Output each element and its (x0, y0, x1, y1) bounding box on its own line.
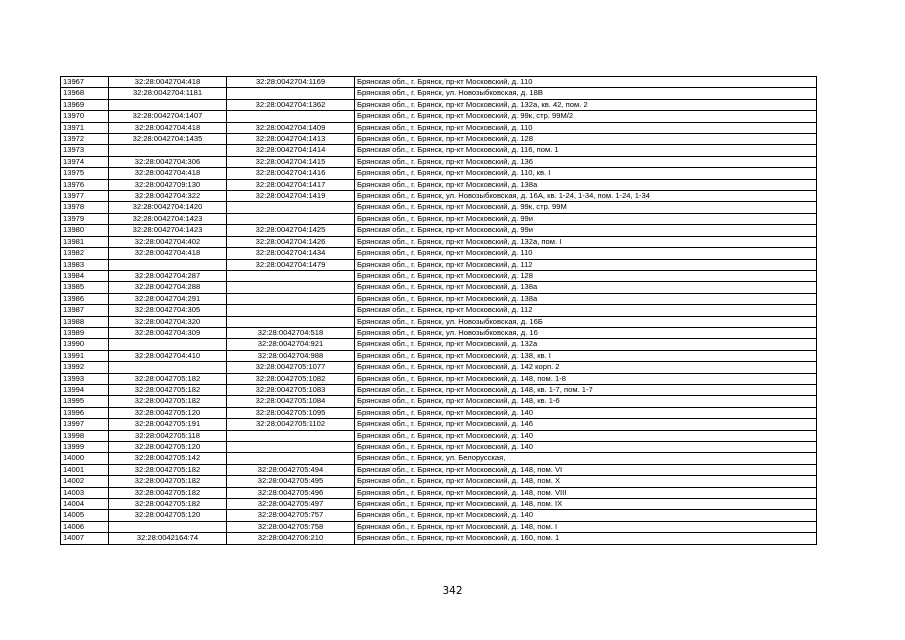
table-row (61, 99, 817, 110)
land-cadastral-number-cell: 32:28:0042705:120 (109, 407, 227, 418)
row-number-cell: 13971 (61, 122, 109, 133)
object-cadastral-number-cell: 32:28:0042704:1413 (227, 134, 355, 145)
object-cadastral-number-cell: 32:28:0042705:758 (227, 521, 355, 532)
row-number-cell: 13977 (61, 191, 109, 202)
address-cell: Брянская обл., г. Брянск, пр-кт Московский, д. 148, пом. X (355, 476, 817, 487)
object-cadastral-number-cell (227, 293, 355, 304)
address-cell: Брянская обл., г. Брянск, пр-кт Московский, д. 146 (355, 419, 817, 430)
row-number-cell: 14007 (61, 533, 109, 544)
land-cadastral-number-cell (109, 145, 227, 156)
table-row (61, 499, 817, 510)
row-number-cell: 13987 (61, 305, 109, 316)
row-number-cell: 13974 (61, 156, 109, 167)
row-number-cell: 13983 (61, 259, 109, 270)
object-cadastral-number-cell: 32:28:0042704:1417 (227, 179, 355, 190)
land-cadastral-number-cell: 32:28:0042705:142 (109, 453, 227, 464)
land-cadastral-number-cell: 32:28:0042705:182 (109, 396, 227, 407)
address-cell: Брянская обл., г. Брянск, пр-кт Московский, д. 110 (355, 248, 817, 259)
row-number-cell: 13985 (61, 282, 109, 293)
address-cell: Брянская обл., г. Брянск, пр-кт Московский, д. 138а (355, 282, 817, 293)
land-cadastral-number-cell: 32:28:0042704:287 (109, 270, 227, 281)
land-cadastral-number-cell: 32:28:0042704:291 (109, 293, 227, 304)
row-number-cell: 14001 (61, 464, 109, 475)
table-row (61, 213, 817, 224)
table-row (61, 225, 817, 236)
object-cadastral-number-cell: 32:28:0042705:495 (227, 476, 355, 487)
table-row (61, 384, 817, 395)
address-cell: Брянская обл., г. Брянск, пр-кт Московский, д. 99и (355, 213, 817, 224)
address-cell: Брянская обл., г. Брянск, пр-кт Московский, д. 148, кв. 1-6 (355, 396, 817, 407)
table-row (61, 156, 817, 167)
row-number-cell: 13969 (61, 99, 109, 110)
land-cadastral-number-cell: 32:28:0042704:309 (109, 327, 227, 338)
table-row (61, 111, 817, 122)
row-number-cell: 13998 (61, 430, 109, 441)
object-cadastral-number-cell: 32:28:0042705:1095 (227, 407, 355, 418)
address-cell: Брянская обл., г. Брянск, пр-кт Московский, д. 142 корп. 2 (355, 362, 817, 373)
land-cadastral-number-cell: 32:28:0042704:402 (109, 236, 227, 247)
table-row (61, 521, 817, 532)
land-cadastral-number-cell: 32:28:0042704:418 (109, 168, 227, 179)
address-cell: Брянская обл., г. Брянск, пр-кт Московский, д. 110 (355, 122, 817, 133)
object-cadastral-number-cell: 32:28:0042704:518 (227, 327, 355, 338)
table-row (61, 77, 817, 88)
address-cell: Брянская обл., г. Брянск, пр-кт Московский, д. 128 (355, 134, 817, 145)
table-row (61, 419, 817, 430)
address-cell: Брянская обл., г. Брянск, пр-кт Московский, д. 99и (355, 225, 817, 236)
land-cadastral-number-cell (109, 362, 227, 373)
land-cadastral-number-cell: 32:28:0042704:288 (109, 282, 227, 293)
address-cell: Брянская обл., г. Брянск, пр-кт Московский, д. 110 (355, 77, 817, 88)
table-row (61, 191, 817, 202)
address-cell: Брянская обл., г. Брянск, пр-кт Московский, д. 132а, кв. 42, пом. 2 (355, 99, 817, 110)
object-cadastral-number-cell: 32:28:0042704:1169 (227, 77, 355, 88)
table-row (61, 453, 817, 464)
land-cadastral-number-cell: 32:28:0042705:182 (109, 464, 227, 475)
row-number-cell: 13989 (61, 327, 109, 338)
address-cell: Брянская обл., г. Брянск, пр-кт Московский, д. 132а (355, 339, 817, 350)
land-cadastral-number-cell: 32:28:0042705:182 (109, 476, 227, 487)
address-cell: Брянская обл., г. Брянск, пр-кт Московский, д. 148, пом. VI (355, 464, 817, 475)
address-cell: Брянская обл., г. Брянск, пр-кт Московский, д. 110, кв. I (355, 168, 817, 179)
object-cadastral-number-cell: 32:28:0042705:1084 (227, 396, 355, 407)
object-cadastral-number-cell: 32:28:0042704:988 (227, 350, 355, 361)
table-row (61, 293, 817, 304)
address-cell: Брянская обл., г. Брянск, ул. Новозыбковская, д. 16Б (355, 316, 817, 327)
page-number: 342 (442, 585, 463, 597)
row-number-cell: 13996 (61, 407, 109, 418)
row-number-cell: 13981 (61, 236, 109, 247)
object-cadastral-number-cell (227, 282, 355, 293)
address-cell: Брянская обл., г. Брянск, ул. Новозыбковская, д. 16 (355, 327, 817, 338)
object-cadastral-number-cell: 32:28:0042704:1362 (227, 99, 355, 110)
table-row (61, 179, 817, 190)
table-row (61, 134, 817, 145)
row-number-cell: 13997 (61, 419, 109, 430)
address-cell: Брянская обл., г. Брянск, пр-кт Московский, д. 140 (355, 407, 817, 418)
row-number-cell: 13984 (61, 270, 109, 281)
address-cell: Брянская обл., г. Брянск, пр-кт Московский, д. 140 (355, 430, 817, 441)
address-cell: Брянская обл., г. Брянск, пр-кт Московский, д. 148, пом. I (355, 521, 817, 532)
object-cadastral-number-cell: 32:28:0042704:1434 (227, 248, 355, 259)
row-number-cell: 13988 (61, 316, 109, 327)
table-row (61, 533, 817, 544)
object-cadastral-number-cell: 32:28:0042704:1415 (227, 156, 355, 167)
land-cadastral-number-cell: 32:28:0042164:74 (109, 533, 227, 544)
row-number-cell: 13992 (61, 362, 109, 373)
address-cell: Брянская обл., г. Брянск, ул. Новозыбковская, д. 18В (355, 88, 817, 99)
land-cadastral-number-cell: 32:28:0042704:418 (109, 248, 227, 259)
address-cell: Брянская обл., г. Брянск, пр-кт Московский, д. 138, кв. I (355, 350, 817, 361)
table-row (61, 168, 817, 179)
table-row (61, 373, 817, 384)
land-cadastral-number-cell: 32:28:0042705:120 (109, 510, 227, 521)
table-row (61, 259, 817, 270)
land-cadastral-number-cell (109, 99, 227, 110)
land-cadastral-number-cell: 32:28:0042704:306 (109, 156, 227, 167)
registry-table (60, 76, 817, 545)
object-cadastral-number-cell: 32:28:0042704:1414 (227, 145, 355, 156)
row-number-cell: 13979 (61, 213, 109, 224)
object-cadastral-number-cell: 32:28:0042705:497 (227, 499, 355, 510)
object-cadastral-number-cell: 32:28:0042704:1426 (227, 236, 355, 247)
object-cadastral-number-cell: 32:28:0042705:1082 (227, 373, 355, 384)
object-cadastral-number-cell: 32:28:0042705:1102 (227, 419, 355, 430)
address-cell: Брянская обл., г. Брянск, пр-кт Московский, д. 99к, стр. 99М/2 (355, 111, 817, 122)
land-cadastral-number-cell: 32:28:0042704:410 (109, 350, 227, 361)
land-cadastral-number-cell: 32:28:0042704:305 (109, 305, 227, 316)
row-number-cell: 14005 (61, 510, 109, 521)
row-number-cell: 14004 (61, 499, 109, 510)
row-number-cell: 13999 (61, 442, 109, 453)
object-cadastral-number-cell: 32:28:0042705:1077 (227, 362, 355, 373)
address-cell: Брянская обл., г. Брянск, пр-кт Московский, д. 140 (355, 442, 817, 453)
object-cadastral-number-cell (227, 316, 355, 327)
object-cadastral-number-cell: 32:28:0042704:1479 (227, 259, 355, 270)
land-cadastral-number-cell (109, 259, 227, 270)
object-cadastral-number-cell: 32:28:0042705:757 (227, 510, 355, 521)
land-cadastral-number-cell: 32:28:0042704:1181 (109, 88, 227, 99)
table-row (61, 327, 817, 338)
land-cadastral-number-cell: 32:28:0042704:1420 (109, 202, 227, 213)
table-row (61, 396, 817, 407)
object-cadastral-number-cell (227, 213, 355, 224)
object-cadastral-number-cell (227, 430, 355, 441)
land-cadastral-number-cell: 32:28:0042704:1435 (109, 134, 227, 145)
address-cell: Брянская обл., г. Брянск, ул. Новозыбковская, д. 16А, кв. 1-24, 1-34, пом. 1-24, 1-34 (355, 191, 817, 202)
table-row (61, 464, 817, 475)
row-number-cell: 14003 (61, 487, 109, 498)
table-row (61, 282, 817, 293)
address-cell: Брянская обл., г. Брянск, пр-кт Московский, д. 112 (355, 305, 817, 316)
land-cadastral-number-cell: 32:28:0042709:130 (109, 179, 227, 190)
object-cadastral-number-cell (227, 88, 355, 99)
row-number-cell: 13982 (61, 248, 109, 259)
table-row (61, 305, 817, 316)
row-number-cell: 13968 (61, 88, 109, 99)
land-cadastral-number-cell: 32:28:0042704:1407 (109, 111, 227, 122)
object-cadastral-number-cell: 32:28:0042705:494 (227, 464, 355, 475)
object-cadastral-number-cell: 32:28:0042704:1416 (227, 168, 355, 179)
address-cell: Брянская обл., г. Брянск, пр-кт Московский, д. 132а, пом. I (355, 236, 817, 247)
land-cadastral-number-cell: 32:28:0042705:182 (109, 487, 227, 498)
land-cadastral-number-cell: 32:28:0042705:182 (109, 384, 227, 395)
table-row (61, 339, 817, 350)
table-row (61, 202, 817, 213)
land-cadastral-number-cell: 32:28:0042704:320 (109, 316, 227, 327)
land-cadastral-number-cell: 32:28:0042705:182 (109, 499, 227, 510)
land-cadastral-number-cell: 32:28:0042705:182 (109, 373, 227, 384)
address-cell: Брянская обл., г. Брянск, пр-кт Московский, д. 148, пом. IX (355, 499, 817, 510)
table-row (61, 122, 817, 133)
table-row (61, 430, 817, 441)
row-number-cell: 13990 (61, 339, 109, 350)
address-cell: Брянская обл., г. Брянск, пр-кт Московский, д. 99к, стр. 99М (355, 202, 817, 213)
registry-table-body (61, 77, 817, 545)
table-row (61, 270, 817, 281)
land-cadastral-number-cell: 32:28:0042704:1423 (109, 213, 227, 224)
row-number-cell: 13993 (61, 373, 109, 384)
land-cadastral-number-cell: 32:28:0042704:322 (109, 191, 227, 202)
row-number-cell: 13991 (61, 350, 109, 361)
row-number-cell: 13975 (61, 168, 109, 179)
row-number-cell: 13972 (61, 134, 109, 145)
object-cadastral-number-cell (227, 305, 355, 316)
object-cadastral-number-cell: 32:28:0042706:210 (227, 533, 355, 544)
table-row (61, 350, 817, 361)
object-cadastral-number-cell (227, 442, 355, 453)
object-cadastral-number-cell: 32:28:0042704:1419 (227, 191, 355, 202)
table-row (61, 442, 817, 453)
land-cadastral-number-cell: 32:28:0042704:418 (109, 77, 227, 88)
row-number-cell: 13973 (61, 145, 109, 156)
row-number-cell: 13995 (61, 396, 109, 407)
row-number-cell: 14000 (61, 453, 109, 464)
table-row (61, 407, 817, 418)
row-number-cell: 13980 (61, 225, 109, 236)
object-cadastral-number-cell: 32:28:0042704:921 (227, 339, 355, 350)
address-cell: Брянская обл., г. Брянск, пр-кт Московский, д. 112 (355, 259, 817, 270)
address-cell: Брянская обл., г. Брянск, пр-кт Московский, д. 148, пом. 1-8 (355, 373, 817, 384)
row-number-cell: 13967 (61, 77, 109, 88)
object-cadastral-number-cell: 32:28:0042704:1425 (227, 225, 355, 236)
object-cadastral-number-cell: 32:28:0042705:1083 (227, 384, 355, 395)
address-cell: Брянская обл., г. Брянск, пр-кт Московский, д. 140 (355, 510, 817, 521)
table-row (61, 316, 817, 327)
address-cell: Брянская обл., г. Брянск, пр-кт Московский, д. 128 (355, 270, 817, 281)
row-number-cell: 13976 (61, 179, 109, 190)
table-row (61, 362, 817, 373)
table-row (61, 487, 817, 498)
table-row (61, 248, 817, 259)
address-cell: Брянская обл., г. Брянск, пр-кт Московский, д. 148, пом. VIII (355, 487, 817, 498)
table-row (61, 145, 817, 156)
row-number-cell: 14002 (61, 476, 109, 487)
land-cadastral-number-cell: 32:28:0042704:418 (109, 122, 227, 133)
land-cadastral-number-cell: 32:28:0042704:1423 (109, 225, 227, 236)
address-cell: Брянская обл., г. Брянск, пр-кт Московский, д. 138а (355, 179, 817, 190)
row-number-cell: 13978 (61, 202, 109, 213)
land-cadastral-number-cell (109, 339, 227, 350)
object-cadastral-number-cell (227, 111, 355, 122)
land-cadastral-number-cell: 32:28:0042705:120 (109, 442, 227, 453)
object-cadastral-number-cell (227, 453, 355, 464)
address-cell: Брянская обл., г. Брянск, пр-кт Московский, д. 136 (355, 156, 817, 167)
row-number-cell: 13994 (61, 384, 109, 395)
land-cadastral-number-cell: 32:28:0042705:118 (109, 430, 227, 441)
object-cadastral-number-cell (227, 202, 355, 213)
address-cell: Брянская обл., г. Брянск, пр-кт Московский, д. 160, пом. 1 (355, 533, 817, 544)
table-row (61, 476, 817, 487)
land-cadastral-number-cell (109, 521, 227, 532)
object-cadastral-number-cell (227, 270, 355, 281)
row-number-cell: 13970 (61, 111, 109, 122)
row-number-cell: 13986 (61, 293, 109, 304)
address-cell: Брянская обл., г. Брянск, пр-кт Московский, д. 148, кв. 1-7, пом. 1-7 (355, 384, 817, 395)
address-cell: Брянская обл., г. Брянск, пр-кт Московский, д. 138а (355, 293, 817, 304)
address-cell: Брянская обл., г. Брянск, пр-кт Московский, д. 116, пом. 1 (355, 145, 817, 156)
address-cell: Брянская обл., г. Брянск, ул. Белорусская, (355, 453, 817, 464)
object-cadastral-number-cell: 32:28:0042705:496 (227, 487, 355, 498)
table-row (61, 236, 817, 247)
table-row (61, 88, 817, 99)
row-number-cell: 14006 (61, 521, 109, 532)
table-row (61, 510, 817, 521)
land-cadastral-number-cell: 32:28:0042705:191 (109, 419, 227, 430)
object-cadastral-number-cell: 32:28:0042704:1409 (227, 122, 355, 133)
